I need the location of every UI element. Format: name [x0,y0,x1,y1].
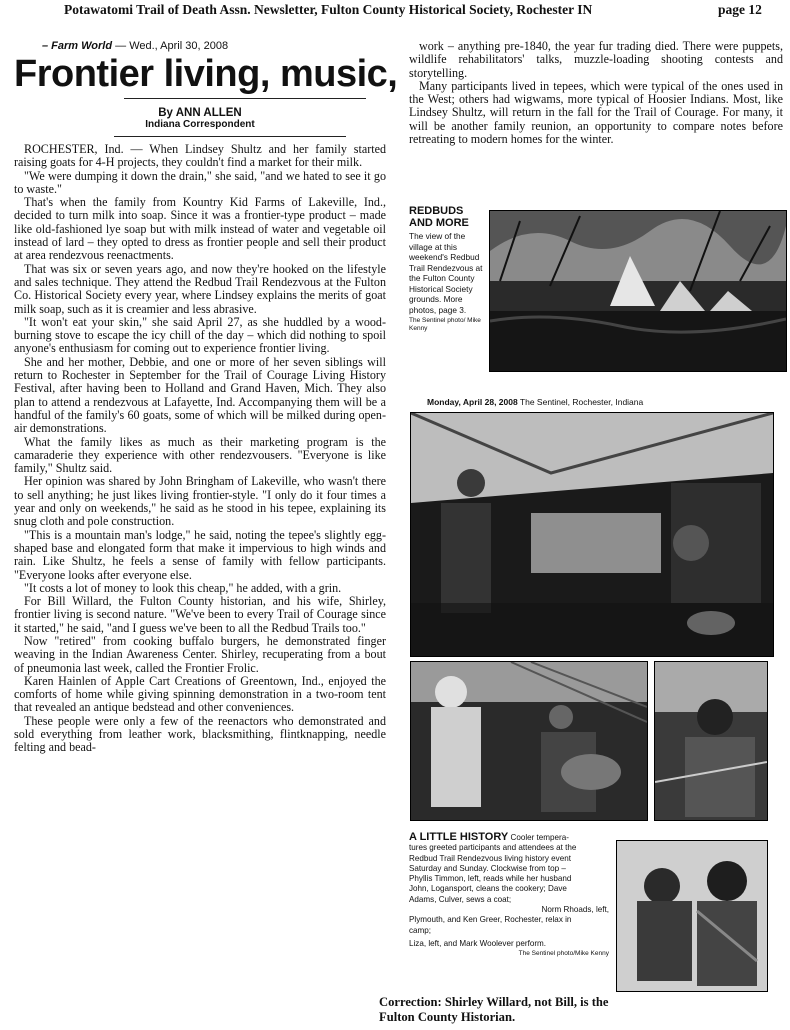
article-paragraph: For Bill Willard, the Fulton County historian, and his wife, Shirley, frontier living is second nature. "We've been to every Trail of Courage since it started," he said, "and I guess we've been to all the Redbud Trails too." [14,594,386,635]
history-caption-line: Norm Rhoads, left, [541,905,609,915]
byline: By ANN ALLEN [158,107,242,119]
masthead [42,40,386,52]
history-caption-line: Adams, Culver, sews a coat; [409,894,512,904]
page-number: page 12 [718,2,762,17]
article-paragraph: That's when the family from Kountry Kid Farms of Lakeville, Ind., decided to turn milk into soap. Since it was a frontier-type product – made like old-fashioned lye soap but with milk instead of water and vegetable oil instead of lard – they opted to dress as frontier people and sell their product at area rendezvous reenactments. [14,195,386,263]
redbuds-caption [409,205,487,333]
article-paragraph: Many participants lived in tepees, which were typical of the ones used in the West; others had wigwams, more typical of Hoosier Indians. Most, like Lindsey Shultz, will return in the fall for the Trail of Courage. For many, it will be another family reunion, an opportunity to compare notes before retreating to modern homes for the winter. [409,78,783,147]
sentinel-dateline [427,397,643,407]
redbuds-caption-credit: The Sentinel photo/ Mike Kenny [409,317,481,332]
headline: Frontier living, music, [14,53,398,95]
history-caption-line: Cooler tempera- [508,833,569,842]
village-photo [489,210,787,372]
article-paragraph: Now "retired" from cooking buffalo burgers, he demonstrated finger weaving in the Indian Awareness Center. Shirley, recuperating from a bout of pneumonia last week, called the Frontier Frolic. [14,633,386,675]
headline-rule [124,98,366,99]
article-paragraph: work – anything pre-1840, the year fur trading died. There were puppets, wildlife rehabilitators' talks, muzzle-loading shooting contests and storytelling. [409,39,783,80]
history-caption-line: John, Logansport, cleans the cookery; Dave [409,884,567,894]
music-photo [410,661,648,821]
article-paragraph: "This is a mountain man's lodge," he said, noting the tepee's slightly egg-shaped base and elongated form that make it impervious to high winds and rain. Like Shultz, he feels a sense of family with fellow participants. "Everyone looks after everyone else. [14,527,386,582]
article-paragraph: Karen Hainlen of Apple Cart Creations of Greentown, Ind., enjoyed the comforts of home while giving spinning demonstration in a two-room tent that revealed an antique bedstead and other conveniences. [14,673,386,715]
history-caption-line: tures greeted participants and attendees at the [409,843,577,853]
masthead-paper: – Farm World [42,40,113,52]
article-paragraph: She and her mother, Debbie, and one or more of her seven siblings will return to Rochester in September for the Trail of Courage Living History Festival, after having been to Holland and Grand Haven, Mich. They also plan to attend a rendezvous at Lafayette, Ind. Accompanying them will be a handful of the family's 60 goats, some of which will be milked during open-air demonstrations. [14,354,386,436]
byline-rule [114,136,346,137]
article-left-column [14,40,398,755]
correction-note: Correction: Shirley Willard, not Bill, is the Fulton County Historian. [379,995,609,1024]
history-caption-line: Plymouth, and Ken Greer, Rochester, relax in [409,915,572,925]
redbuds-caption-text: The view of the village at this weekend's Redbud Trail Rendezvous at the Fulton County Historical Society grounds. More photos, page 3. [409,231,483,315]
article-right-column [409,40,783,146]
history-caption-line: Liza, left, and Mark Woolever perform. [409,938,547,948]
byline-role: Indiana Correspondent [145,119,255,130]
newsletter-header-title: Potawatomi Trail of Death Assn. Newsletter, Fulton County Historical Society, Rochester IN [64,2,593,17]
history-caption-line: Phyllis Timmon, left, reads while her husband [409,874,572,884]
article-paragraph: "It won't eat your skin," she said April 27, as she huddled by a wood-burning stove to escape the icy chill of the day – which did nothing to spoil anyone's enthusiasm for coming out to experience frontier living. [14,314,386,356]
camp-photo [616,840,768,992]
history-caption [409,832,609,957]
sentinel-date: Monday, April 28, 2008 [427,397,518,407]
history-caption-title: A LITTLE HISTORY [409,831,509,843]
cookery-photo [410,412,774,657]
masthead-date: — Wed., April 30, 2008 [112,40,229,52]
history-caption-line: Saturday and Sunday. Clockwise from top – [409,863,566,873]
history-caption-credit: The Sentinel photo/Mike Kenny [518,950,609,958]
article-paragraph: ROCHESTER, Ind. — When Lindsey Shultz and her family started raising goats for 4-H projects, they couldn't find a market for their milk. [14,142,386,170]
article-paragraph: What the family likes as much as their marketing program is the camaraderie they experience with other rendezvousers. "Everyone is like family," Shultz said. [14,434,386,476]
sentinel-paper: The Sentinel, Rochester, Indiana [517,397,644,407]
article-paragraph: These people were only a few of the reenactors who demonstrated and sold everything from leather work, blacksmithing, flintknapping, needle felting and bead- [14,713,386,755]
sewing-photo [654,661,768,821]
article-paragraph: "It costs a lot of money to look this cheap," he added, with a grin. [24,580,342,595]
history-caption-line: Redbud Trail Rendezvous living history event [409,853,571,863]
redbuds-caption-title: REDBUDS AND MORE [409,205,469,229]
history-caption-line: camp; [409,925,432,935]
byline-block [14,107,386,130]
article-paragraph: That was six or seven years ago, and now they're hooked on the lifestyle and sales technique. They attend the Redbud Trail Rendezvous at the Fulton Co. Historical Society every year, where Lindsey explains the merits of goat milk soap, such as it is creamier and less abrasive. [14,261,386,316]
article-paragraph: Her opinion was shared by John Bringham of Lakeville, who wasn't there to sell anything; he just likes living frontier-style. "I only do it four times a year and only on weekends," he said as he stood in his tepee, explaining its snug cloth and pole construction. [14,474,386,529]
article-paragraph: "We were dumping it down the drain," she said, "and we hated to see it go to waste." [14,168,386,196]
